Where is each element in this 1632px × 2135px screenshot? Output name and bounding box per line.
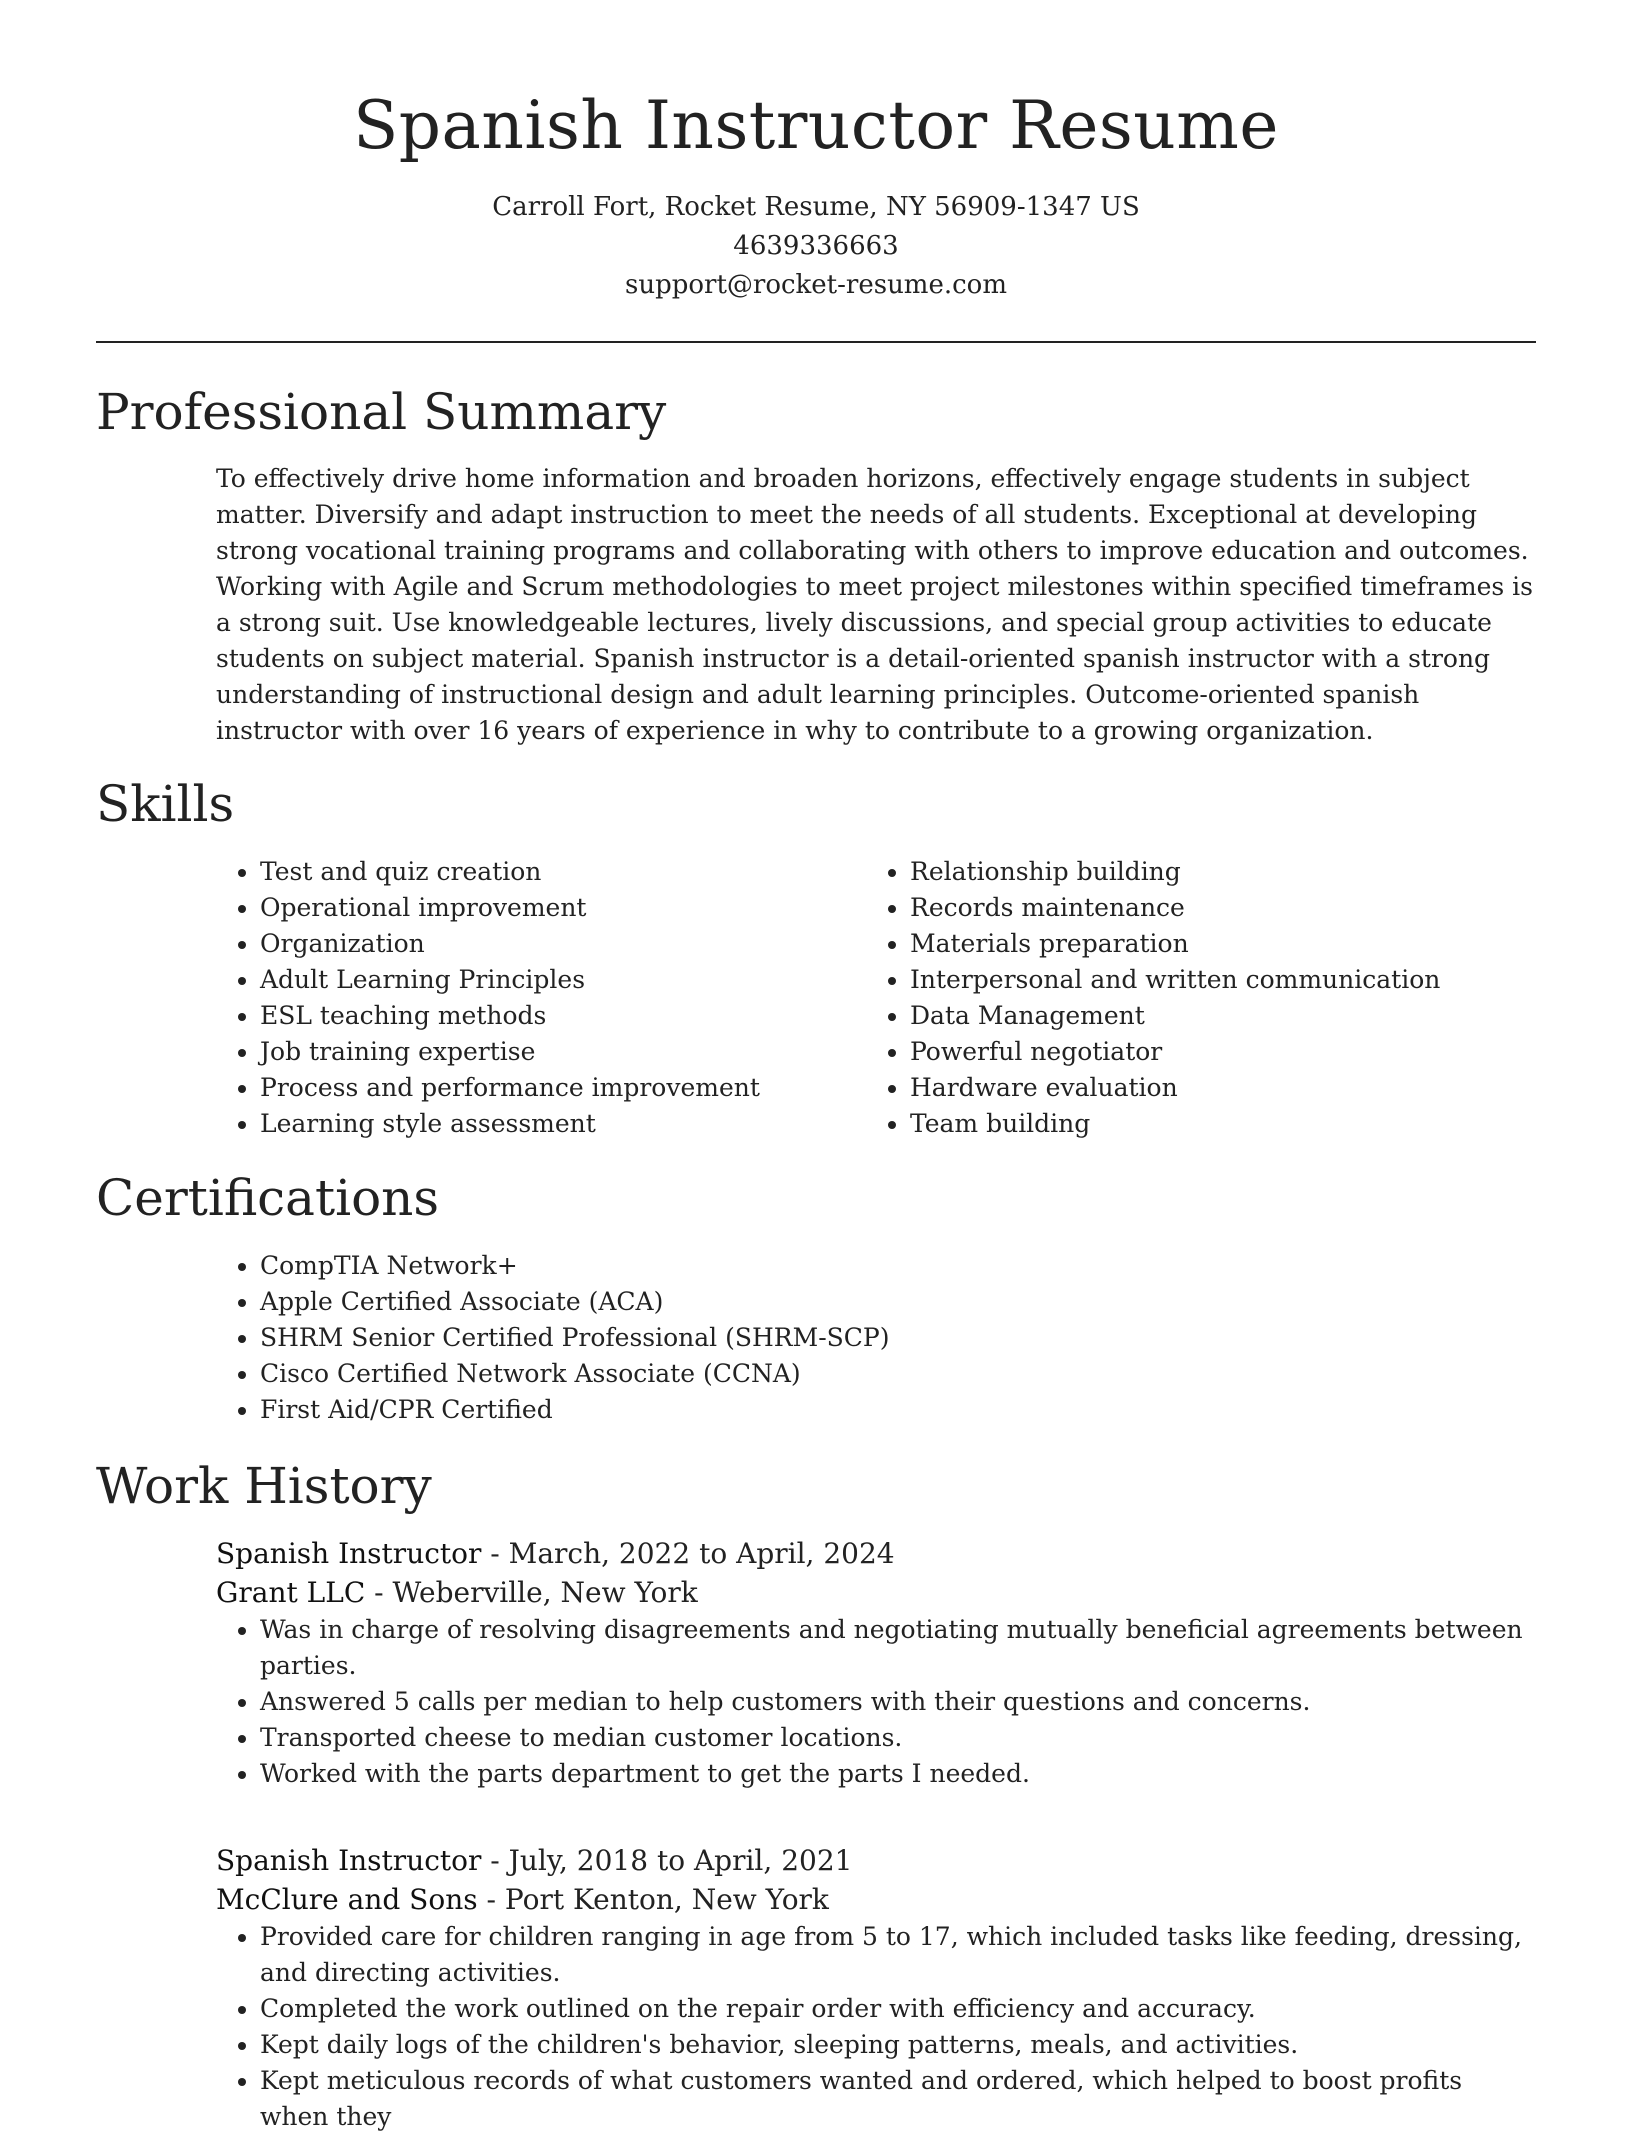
- contact-block: [0, 188, 1632, 305]
- skill-item: • Powerful negotiator: [910, 1034, 1516, 1070]
- certifications-heading: Certifications: [96, 1169, 440, 1227]
- job-location: - Port Kenton, New York: [477, 1883, 829, 1916]
- certification-item: • Apple Certified Associate (ACA): [260, 1284, 1536, 1320]
- job-bullet-list: [216, 1612, 1536, 1792]
- job-bullet: • Kept meticulous records of what customers wanted and ordered, which helped to boost profits when they: [260, 2063, 1536, 2135]
- job-location: - Weberville, New York: [365, 1576, 698, 1609]
- job-company: McClure and Sons: [216, 1883, 478, 1916]
- skills-column-left: [216, 854, 866, 1142]
- job-bullet: • Provided care for children ranging in age from 5 to 17, which included tasks like feeding, dressing, and directing activities.: [260, 1919, 1536, 1991]
- certification-item: • First Aid/CPR Certified: [260, 1392, 1536, 1428]
- job-bullet: • Kept daily logs of the children's behavior, sleeping patterns, meals, and activities.: [260, 2027, 1536, 2063]
- skill-item: • Records maintenance: [910, 890, 1516, 926]
- header-divider: [96, 341, 1536, 343]
- job-title-line: [216, 1841, 1536, 1880]
- job-entry: [216, 1534, 1536, 1792]
- skill-item: • Process and performance improvement: [260, 1070, 866, 1106]
- job-company: Grant LLC: [216, 1576, 366, 1609]
- skill-item: • Learning style assessment: [260, 1106, 866, 1142]
- skill-item: • Interpersonal and written communication: [910, 962, 1516, 998]
- job-company-line: [216, 1880, 1536, 1919]
- job-dates: - July, 2018 to April, 2021: [481, 1844, 853, 1877]
- job-bullet: • Was in charge of resolving disagreements and negotiating mutually beneficial agreements between parties.: [260, 1612, 1536, 1684]
- summary-heading: Professional Summary: [96, 383, 667, 441]
- job-title: Spanish Instructor: [216, 1537, 482, 1570]
- skill-item: • Relationship building: [910, 854, 1516, 890]
- job-bullet: • Answered 5 calls per median to help customers with their questions and concerns.: [260, 1684, 1536, 1720]
- resume-header: [0, 0, 1632, 305]
- contact-address: Carroll Fort, Rocket Resume, NY 56909-1347 US: [492, 192, 1140, 222]
- skills-column-right: [866, 854, 1516, 1142]
- certification-item: • CompTIA Network+: [260, 1248, 1536, 1284]
- skill-item: • Adult Learning Principles: [260, 962, 866, 998]
- job-bullet: • Completed the work outlined on the repair order with efficiency and accuracy.: [260, 1991, 1536, 2027]
- skill-item: • Organization: [260, 926, 866, 962]
- skill-item: • Data Management: [910, 998, 1516, 1034]
- skill-item: • Job training expertise: [260, 1034, 866, 1070]
- job-title-line: [216, 1534, 1536, 1573]
- contact-phone: 4639336663: [733, 231, 899, 261]
- skill-item: • Test and quiz creation: [260, 854, 866, 890]
- job-entry: [216, 1841, 1536, 2135]
- summary-text: To effectively drive home information and broaden horizons, effectively engage students in subject matter. Diversify and adapt instruction to meet the needs of all students. Exceptional at developing strong vocational training programs and collaborating with others to improve education and outcomes. Working with Agile and Scrum methodologies to meet project milestones within specified timeframes is a strong suit. Use knowledgeable lectures, lively discussions, and special group activities to educate students on subject material. Spanish instructor is a detail-oriented spanish instructor with a strong understanding of instructional design and adult learning principles. Outcome-oriented spanish instructor with over 16 years of experience in why to contribute to a growing organization.: [216, 464, 1533, 745]
- job-company-line: [216, 1573, 1536, 1612]
- job-title: Spanish Instructor: [216, 1844, 482, 1877]
- skill-item: • Hardware evaluation: [910, 1070, 1516, 1106]
- job-dates: - March, 2022 to April, 2024: [481, 1537, 895, 1570]
- skill-item: • ESL teaching methods: [260, 998, 866, 1034]
- skills-heading: Skills: [96, 775, 235, 833]
- certification-item: • SHRM Senior Certified Professional (SHRM-SCP): [260, 1320, 1536, 1356]
- job-bullet: • Worked with the parts department to get the parts I needed.: [260, 1756, 1536, 1792]
- contact-email: support@rocket-resume.com: [624, 270, 1007, 300]
- certification-item: • Cisco Certified Network Associate (CCNA): [260, 1356, 1536, 1392]
- skill-item: • Team building: [910, 1106, 1516, 1142]
- job-bullet-list: [216, 1919, 1536, 2135]
- work-history-heading: Work History: [96, 1457, 432, 1515]
- certifications-list: [216, 1248, 1536, 1428]
- page-title: Spanish Instructor Resume: [353, 87, 1279, 164]
- skill-item: • Operational improvement: [260, 890, 866, 926]
- job-bullet: • Transported cheese to median customer locations.: [260, 1720, 1536, 1756]
- skill-item: • Materials preparation: [910, 926, 1516, 962]
